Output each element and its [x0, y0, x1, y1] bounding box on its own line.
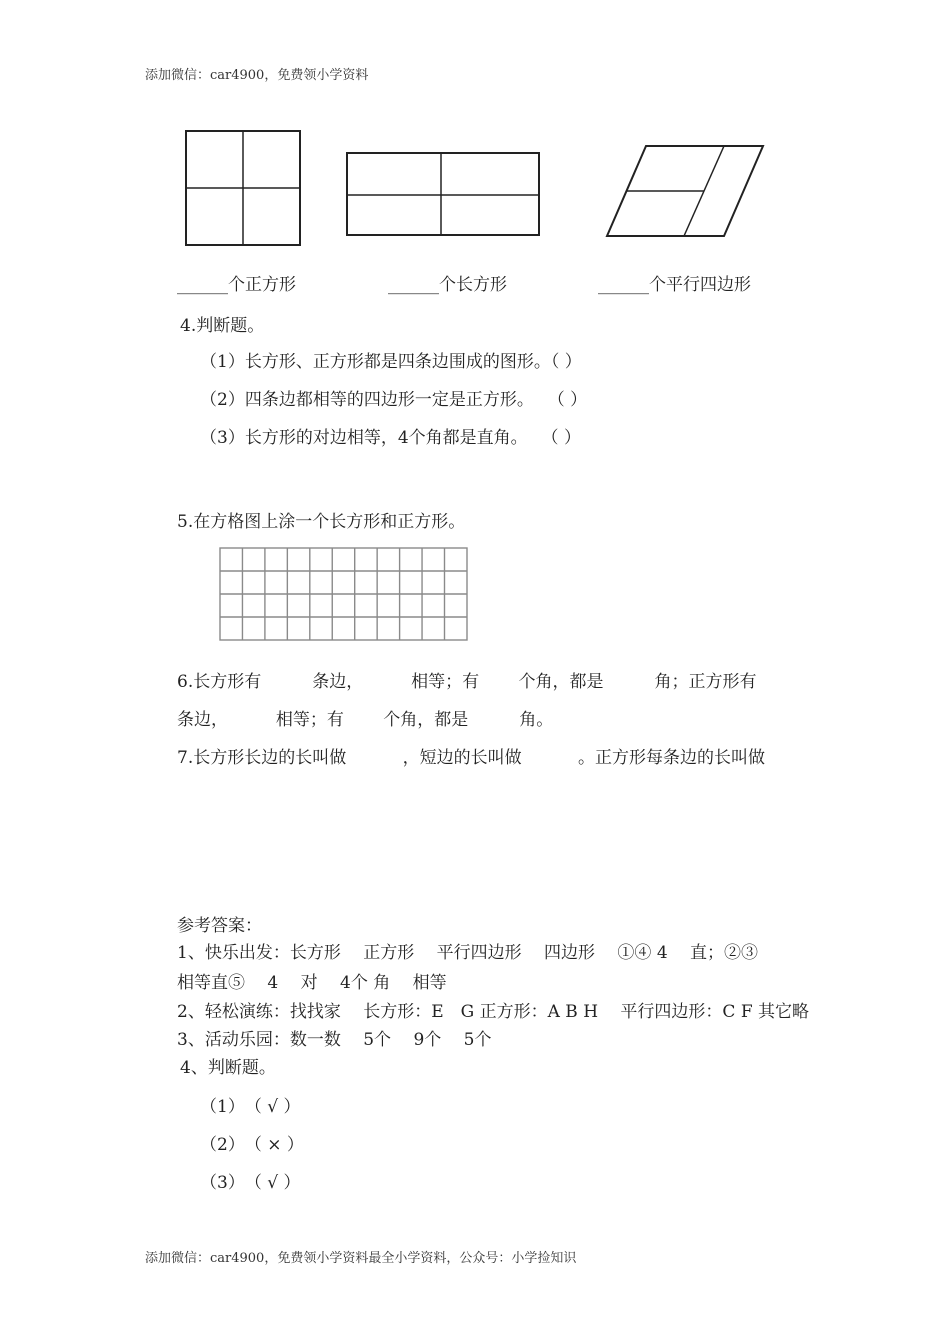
q4-item-3: （3）长方形的对边相等，4个角都是直角。 （ ）: [200, 428, 581, 448]
figure-parallelogram: [606, 145, 766, 238]
answer-line-1: 1、快乐出发：长方形 正方形 平行四边形 四边形 ①④ 4 直；②③: [177, 943, 759, 963]
answer-line-3: 2、轻松演练：找找家 长方形：E G 正方形：A B H 平行四边形：C F 其它略: [177, 1002, 810, 1022]
q7-line-1: 7.长方形长边的长叫做 ，短边的长叫做 。正方形每条边的长叫做: [177, 748, 766, 768]
answers-q4-item-2: （2） （ × ）: [200, 1135, 304, 1155]
q4-item-1: （1）长方形、正方形都是四条边围成的图形。（ ）: [200, 352, 582, 372]
q4-title: 4.判断题。: [180, 316, 265, 336]
figure-label-squares: ______个正方形: [177, 275, 296, 295]
answers-q4-item-1: （1） （ √ ）: [200, 1097, 301, 1117]
answers-q4-item-3: （3） （ √ ）: [200, 1173, 301, 1193]
answers-q4-title: 4、判断题。: [180, 1058, 276, 1078]
figure-rectangle-grid: [346, 152, 540, 237]
answer-line-4: 3、活动乐园：数一数 5个 9个 5个: [177, 1030, 492, 1050]
answers-title: 参考答案：: [177, 916, 262, 936]
q6-line-2: 条边， 相等；有 个角，都是 角。: [177, 710, 554, 730]
q4-item-2: （2）四条边都相等的四边形一定是正方形。 （ ）: [200, 390, 588, 410]
q6-line-1: 6.长方形有 条边， 相等；有 个角，都是 角；正方形有: [177, 672, 757, 692]
figure-square-grid: [185, 130, 302, 247]
figure-label-rectangles: ______个长方形: [388, 275, 507, 295]
page-footer: 添加微信：car4900，免费领小学资料最全小学资料，公众号：小学捡知识: [145, 1251, 577, 1266]
q5-title: 5.在方格图上涂一个长方形和正方形。: [177, 512, 466, 532]
coloring-grid: [219, 547, 469, 642]
answer-line-2: 相等直⑤ 4 对 4个 角 相等: [177, 973, 447, 993]
page-header: 添加微信：car4900，免费领小学资料: [145, 68, 369, 83]
figure-label-parallelograms: ______个平行四边形: [598, 275, 751, 295]
